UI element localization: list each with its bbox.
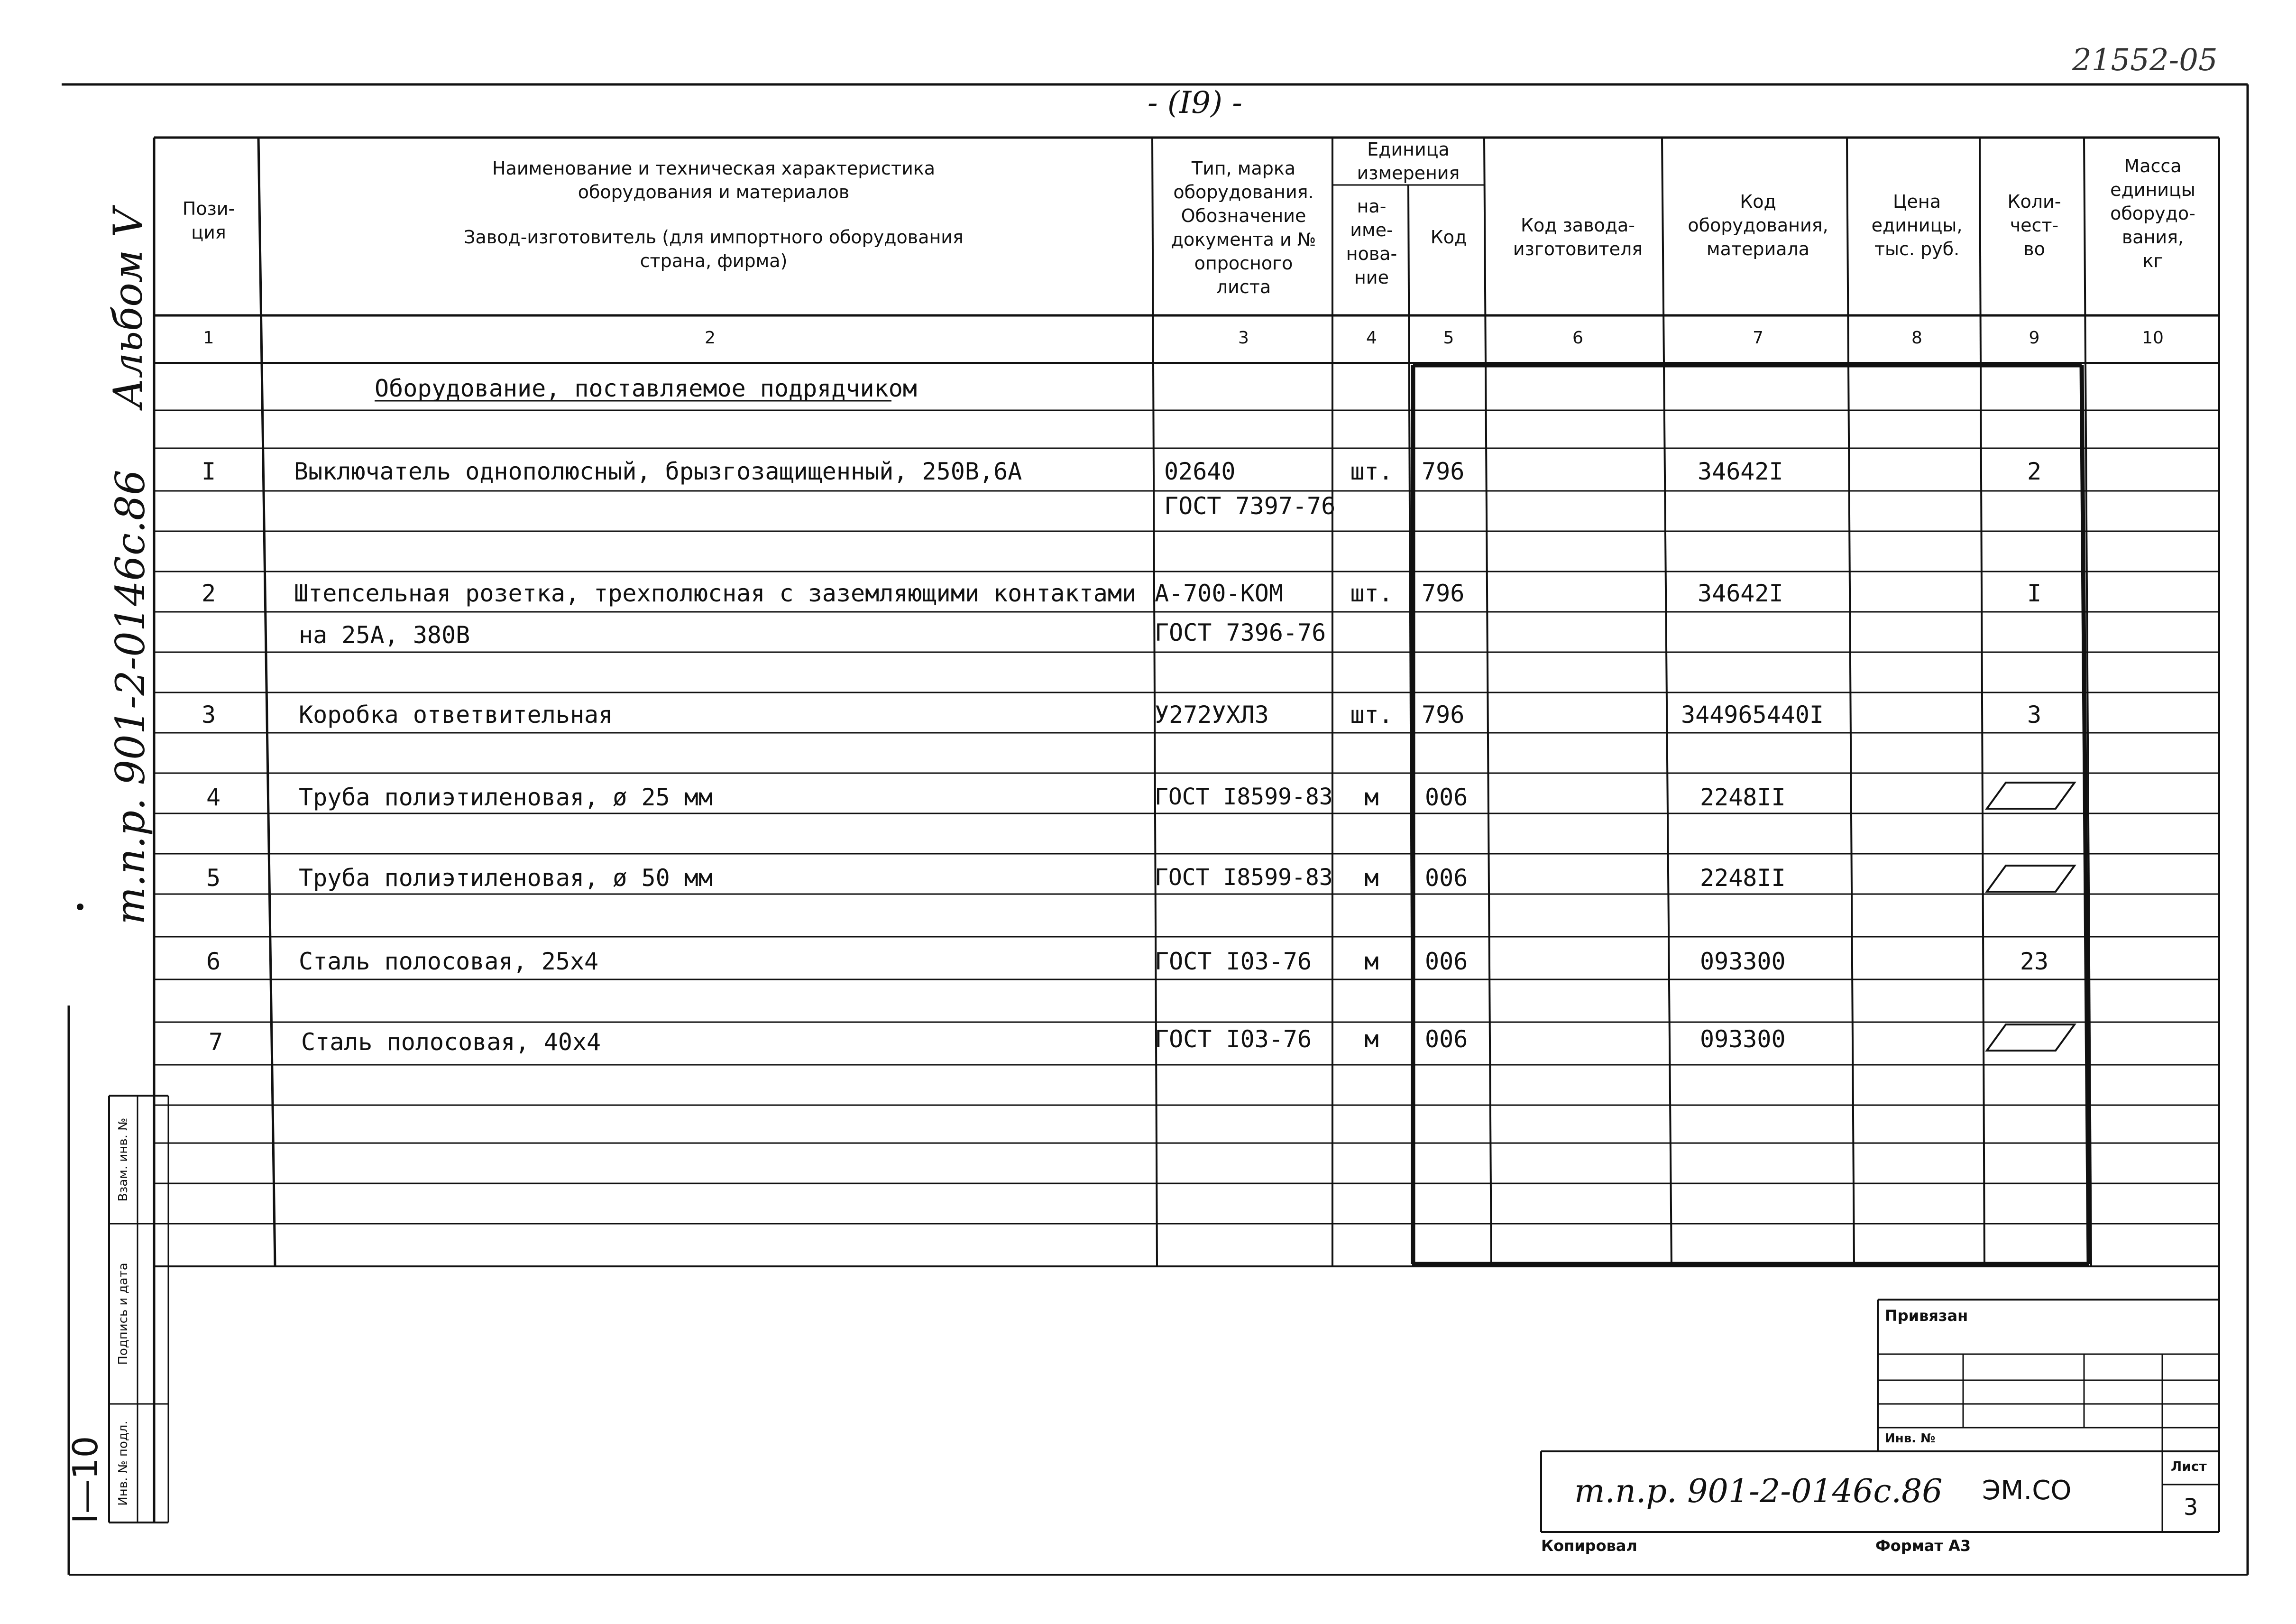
doc-code: т.п.р. 901-2-0146с.86 bbox=[1574, 1473, 1943, 1510]
stamp-inv-original: Инв. № подл. bbox=[116, 1421, 130, 1506]
row-6-code: 006 bbox=[1425, 948, 1468, 975]
row-2-pos: 2 bbox=[201, 580, 216, 607]
header-position: Пози- ция bbox=[182, 198, 235, 243]
colnum-5: 5 bbox=[1443, 328, 1454, 348]
row-7-mat: 093300 bbox=[1700, 1025, 1786, 1053]
row-1-type: 02640 bbox=[1164, 458, 1236, 485]
side-number: I—10 bbox=[65, 1436, 105, 1524]
row-7-code: 006 bbox=[1425, 1025, 1468, 1053]
inv-label: Инв. № bbox=[1885, 1431, 1936, 1446]
header-unit: Единица измерения bbox=[1357, 139, 1460, 184]
row-1-name: Выключатель однополюсный, брызгозащищенный, 250В,6А bbox=[294, 458, 1022, 485]
header-factory-code: Код завода- изготовителя bbox=[1513, 215, 1643, 259]
row-1-pos: I bbox=[201, 458, 216, 485]
stamp-replace-inv: Взам. инв. № bbox=[116, 1117, 130, 1202]
colnum-8: 8 bbox=[1911, 328, 1922, 348]
sheet-number: 3 bbox=[2183, 1494, 2198, 1521]
blank-mark-5 bbox=[1987, 866, 2075, 892]
row-7-name: Сталь полосовая, 40х4 bbox=[301, 1028, 601, 1056]
row-2-name: Штепсельная розетка, трехполюсная с заземляющими контактами bbox=[294, 580, 1137, 607]
header-quantity: Коли- чест- во bbox=[2007, 191, 2061, 259]
row-5-code: 006 bbox=[1425, 864, 1468, 892]
row-6-pos: 6 bbox=[206, 948, 221, 975]
row-6-name: Сталь полосовая, 25х4 bbox=[299, 948, 599, 975]
row-2-code: 796 bbox=[1422, 580, 1465, 607]
header-type: Тип, марка оборудования. Обозначение документа и № опросного листа bbox=[1171, 158, 1316, 297]
colnum-10: 10 bbox=[2142, 328, 2164, 348]
colnum-1: 1 bbox=[203, 328, 214, 348]
stamp-signature-date: Подпись и дата bbox=[116, 1263, 130, 1365]
header-price: Цена единицы, тыс. руб. bbox=[1871, 191, 1963, 259]
row-3-qty: 3 bbox=[2027, 701, 2042, 729]
row-2b-name: на 25А, 380В bbox=[299, 621, 470, 649]
header-unit-code: Код bbox=[1430, 227, 1467, 248]
row-4-type: ГОСТ I8599-83 bbox=[1155, 784, 1333, 810]
row-3-name: Коробка ответвительная bbox=[299, 701, 613, 729]
row-2-type: А-700-КОМ bbox=[1155, 580, 1283, 607]
row-4-code: 006 bbox=[1425, 784, 1468, 811]
header-unit-name: на- име- нова- ние bbox=[1346, 196, 1397, 288]
row-1b-type: ГОСТ 7397-76 bbox=[1164, 492, 1336, 520]
row-5-name: Труба полиэтиленовая, ø 50 мм bbox=[299, 864, 713, 892]
row-5-unit: м bbox=[1364, 864, 1379, 892]
row-5-pos: 5 bbox=[206, 864, 221, 892]
row-4-name: Труба полиэтиленовая, ø 25 мм bbox=[299, 784, 713, 811]
side-project-code: т.п.р. 901-2-0146с.86 bbox=[107, 470, 154, 925]
row-2-qty: I bbox=[2027, 580, 2042, 607]
row-2b-type: ГОСТ 7396-76 bbox=[1155, 619, 1326, 646]
doc-suffix: ЭМ.СО bbox=[1982, 1475, 2072, 1506]
row-4-unit: м bbox=[1364, 784, 1379, 811]
linked-label: Привязан bbox=[1885, 1307, 1968, 1325]
archive-number: 21552-05 bbox=[2072, 43, 2218, 78]
row-1-mat: 34642I bbox=[1698, 458, 1783, 485]
colnum-2: 2 bbox=[705, 328, 716, 348]
row-3-type: У272УХЛ3 bbox=[1155, 701, 1269, 729]
row-3-unit: шт. bbox=[1350, 701, 1393, 729]
copied-label: Копировал bbox=[1541, 1537, 1637, 1555]
format-label: Формат А3 bbox=[1875, 1537, 1971, 1555]
row-3-pos: 3 bbox=[201, 701, 216, 729]
row-2-unit: шт. bbox=[1350, 580, 1393, 607]
row-2-mat: 34642I bbox=[1698, 580, 1783, 607]
row-4-mat: 2248II bbox=[1700, 784, 1786, 811]
section-title: Оборудование, поставляемое подрядчиком bbox=[375, 375, 917, 402]
row-1-qty: 2 bbox=[2027, 458, 2042, 485]
blank-mark-7 bbox=[1987, 1024, 2075, 1051]
row-6-mat: 093300 bbox=[1700, 948, 1786, 975]
header-mass: Масса единицы оборудо- вания, кг bbox=[2110, 156, 2195, 271]
row-5-mat: 2248II bbox=[1700, 864, 1786, 892]
row-1-code: 796 bbox=[1422, 458, 1465, 485]
colnum-3: 3 bbox=[1238, 328, 1249, 348]
row-6-qty: 23 bbox=[2020, 948, 2049, 975]
side-album: Альбом V bbox=[105, 208, 151, 408]
row-3-mat: 344965440I bbox=[1681, 701, 1824, 729]
blank-mark-4 bbox=[1987, 783, 2075, 809]
colnum-7: 7 bbox=[1753, 328, 1763, 348]
row-3-code: 796 bbox=[1422, 701, 1465, 729]
header-name: Наименование и техническая характеристика оборудования и материалов Завод-изготовитель (для импортного оборудования страна, фирма) bbox=[464, 158, 964, 271]
row-6-type: ГОСТ I03-76 bbox=[1155, 948, 1312, 975]
row-6-unit: м bbox=[1364, 948, 1379, 975]
row-7-pos: 7 bbox=[208, 1028, 223, 1056]
row-4-pos: 4 bbox=[206, 784, 221, 811]
page-marker: - (I9) - bbox=[1148, 85, 1242, 120]
sheet-label: Лист bbox=[2171, 1458, 2207, 1474]
row-7-type: ГОСТ I03-76 bbox=[1155, 1025, 1312, 1053]
colnum-6: 6 bbox=[1572, 328, 1583, 348]
colnum-4: 4 bbox=[1366, 328, 1377, 348]
colnum-9: 9 bbox=[2029, 328, 2040, 348]
header-material-code: Код оборудования, материала bbox=[1688, 191, 1828, 259]
row-5-type: ГОСТ I8599-83 bbox=[1155, 864, 1333, 891]
row-7-unit: м bbox=[1364, 1025, 1379, 1053]
row-1-unit: шт. bbox=[1350, 458, 1393, 485]
